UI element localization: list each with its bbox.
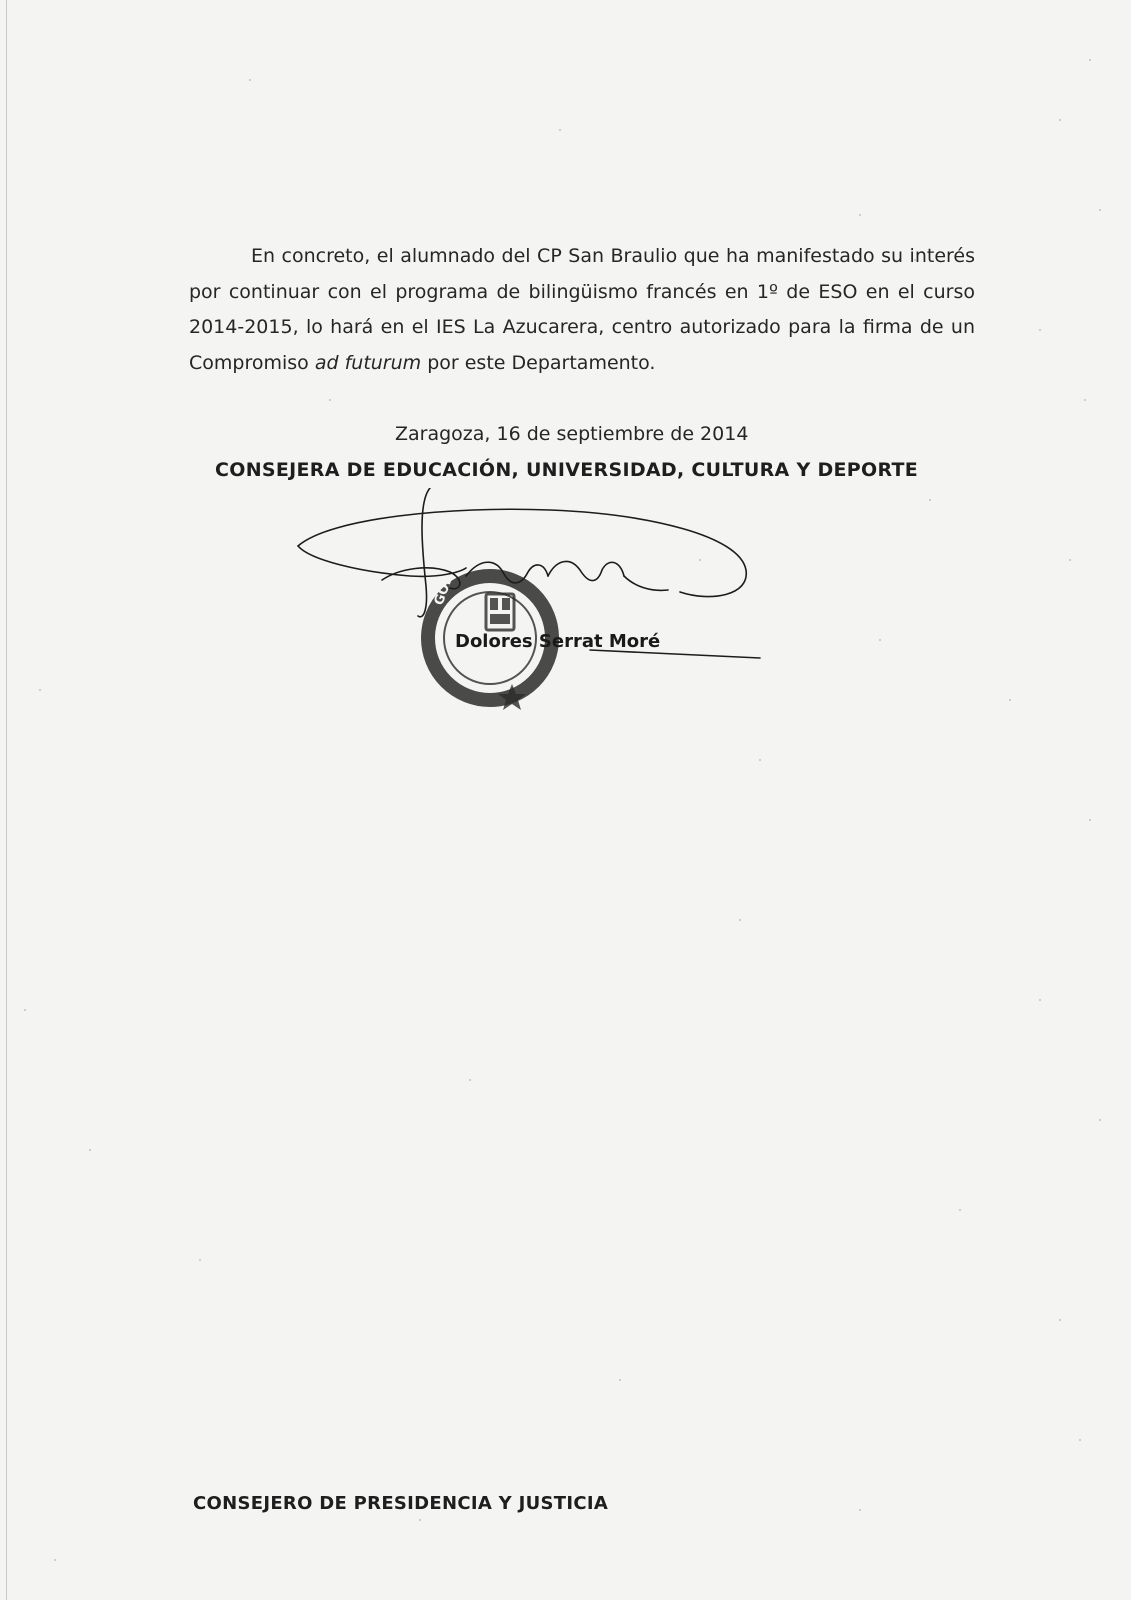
signatory-title: CONSEJERA DE EDUCACIÓN, UNIVERSIDAD, CULTURA Y DEPORTE: [215, 459, 919, 481]
signer-name: Dolores Serrat Moré: [455, 631, 661, 652]
paragraph-text: En concreto, el alumnado del CP San Braulio que ha manifestado su interés por continuar con el programa de bilingüismo francés en 1º de ESO en el curso 2014-2015, lo hará en el IES La Azucarera, centro autorizado para la firma de un Compromiso: [189, 245, 975, 374]
svg-text:GOBIE: GOBIE: [431, 559, 462, 608]
official-stamp: [290, 488, 770, 728]
second-signatory-title: CONSEJERO DE PRESIDENCIA Y JUSTICIA: [193, 1493, 609, 1514]
place-and-date: Zaragoza, 16 de septiembre de 2014: [395, 423, 749, 445]
signature-block: [290, 488, 770, 728]
paragraph-text-end: por este Departamento.: [421, 351, 656, 374]
body-paragraph: [189, 239, 975, 381]
paragraph-italic-phrase: ad futurum: [314, 351, 422, 374]
